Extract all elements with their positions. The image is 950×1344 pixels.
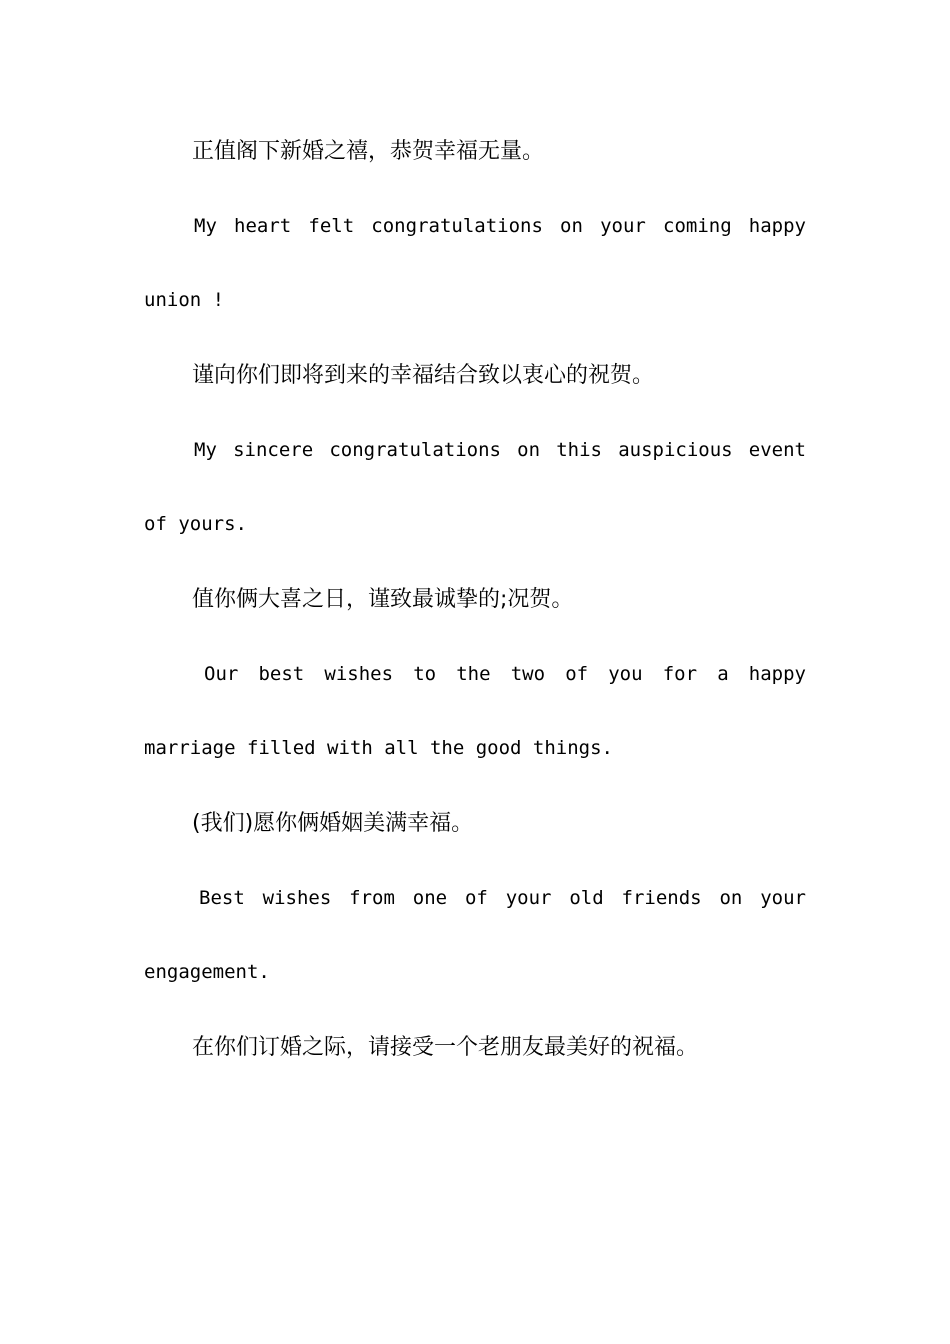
paragraph-chinese-2: 谨向你们即将到来的幸福结合致以衷心的祝贺。: [192, 363, 655, 388]
paragraph-english-2-line-2: of yours.: [144, 513, 247, 535]
paragraph-english-3-line-1: Our best wishes to the two of you for a happy: [204, 663, 806, 685]
paragraph-english-1-line-2: union !: [144, 289, 225, 311]
paragraph-english-1-line-1: My heart felt congratulations on your coming happy: [194, 215, 806, 237]
paragraph-chinese-3: 值你俩大喜之日，谨致最诚挚的;况贺。: [192, 587, 574, 612]
paragraph-english-3-line-2: marriage filled with all the good things.: [144, 737, 613, 759]
paragraph-english-4-line-2: engagement.: [144, 961, 270, 983]
paragraph-english-2-line-1: My sincere congratulations on this auspicious event: [194, 439, 806, 461]
paragraph-english-4-line-1: Best wishes from one of your old friends on your: [199, 887, 806, 909]
paragraph-chinese-1: 正值阁下新婚之禧，恭贺幸福无量。: [192, 139, 545, 164]
paragraph-chinese-4: (我们)愿你俩婚姻美满幸福。: [192, 811, 474, 836]
paragraph-chinese-5: 在你们订婚之际，请接受一个老朋友最美好的祝福。: [192, 1035, 699, 1060]
